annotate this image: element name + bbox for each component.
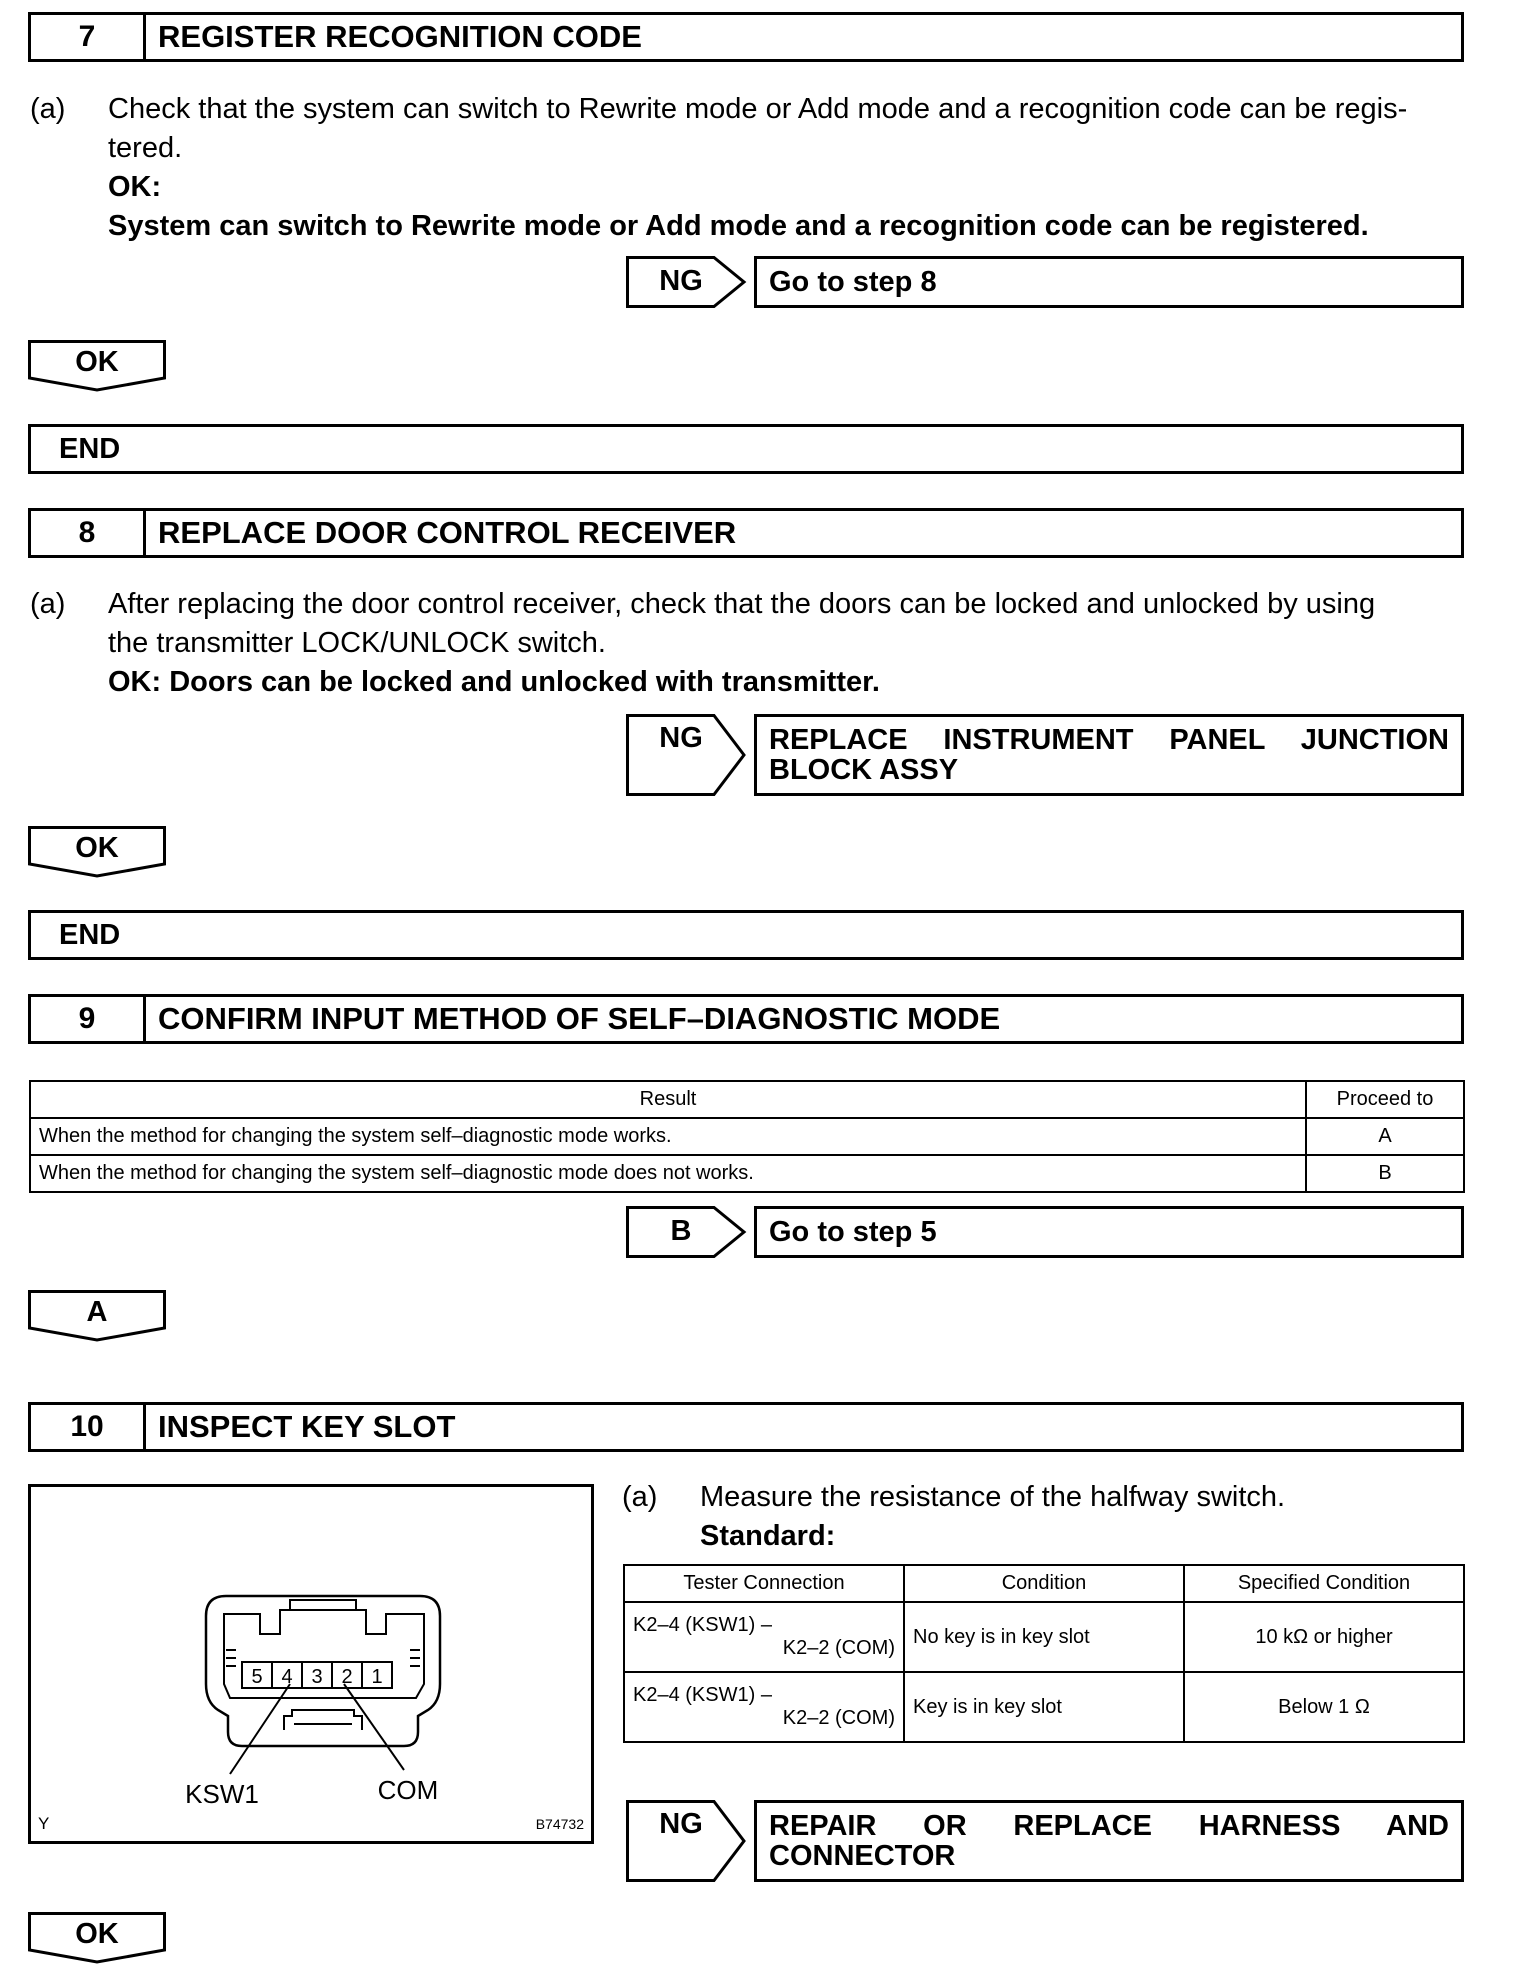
table-row [624, 1602, 1464, 1672]
step-8-instruction [108, 585, 1468, 702]
ng-result-line: REPAIR OR REPLACE HARNESS AND [769, 1810, 1449, 1842]
ng-result-line: BLOCK ASSY [769, 754, 959, 786]
end-label: END [59, 432, 121, 465]
table-row [30, 1155, 1464, 1192]
pin-number: 5 [251, 1666, 263, 1688]
tester-connection-cell [624, 1602, 904, 1672]
table-cell: A [1306, 1118, 1464, 1155]
ok-label: OK [75, 1918, 119, 1950]
table-header-cell: Condition [904, 1565, 1184, 1602]
step-title: REGISTER RECOGNITION CODE [158, 19, 642, 54]
ok-criterion: System can switch to Rewrite mode or Add mode and a recognition code can be registered. [108, 210, 1369, 242]
table-row [30, 1118, 1464, 1155]
figure-id: B74732 [535, 1816, 584, 1832]
ng-label: NG [659, 265, 703, 297]
step-number: 7 [31, 15, 146, 59]
table-header-row [624, 1565, 1464, 1602]
ng-result-text: Go to step 8 [769, 266, 937, 298]
end-box [28, 910, 1464, 960]
a-branch [28, 1290, 168, 1342]
ok-label: OK [75, 832, 119, 864]
end-box [28, 424, 1464, 474]
pin-number: 4 [281, 1666, 293, 1688]
step-7-header [28, 12, 1464, 62]
ok-branch [28, 340, 168, 392]
connection-line: K2–2 (COM) [782, 1707, 895, 1729]
table-header-row [30, 1081, 1464, 1118]
connector-diagram [28, 1484, 594, 1844]
table-cell: When the method for changing the system self–diagnostic mode works. [30, 1118, 1306, 1155]
table-cell: When the method for changing the system self–diagnostic mode does not works. [30, 1155, 1306, 1192]
com-label: COM [377, 1775, 439, 1805]
step-title: INSPECT KEY SLOT [158, 1409, 456, 1444]
instruction-line: Check that the system can switch to Rewrite mode or Add mode and a recognition code can be regis- [108, 93, 1408, 125]
ng-result-line: CONNECTOR [769, 1840, 956, 1872]
spec-cell: Below 1 Ω [1184, 1672, 1464, 1742]
table-header-cell: Proceed to [1306, 1081, 1464, 1118]
item-label: (a) [622, 1481, 658, 1513]
instruction-line: tered. [108, 132, 183, 164]
standard-table [623, 1564, 1465, 1743]
ng-result-box [754, 714, 1464, 796]
connection-line: K2–4 (KSW1) – [633, 1614, 772, 1636]
standard-label: Standard: [700, 1520, 836, 1552]
a-label: A [86, 1296, 108, 1328]
connection-line: K2–2 (COM) [782, 1637, 895, 1659]
step-8-header [28, 508, 1464, 558]
b-result-text: Go to step 5 [769, 1216, 937, 1248]
ok-branch [28, 1912, 168, 1964]
ng-result-line: REPLACE INSTRUMENT PANEL JUNCTION [769, 724, 1449, 756]
step-7-instruction [108, 90, 1468, 246]
ok-criterion: OK: Doors can be locked and unlocked with transmitter. [108, 666, 880, 698]
table-row [624, 1672, 1464, 1742]
b-label: B [670, 1215, 692, 1247]
step-10-header [28, 1402, 1464, 1452]
step-title: REPLACE DOOR CONTROL RECEIVER [158, 515, 737, 550]
step-number: 10 [31, 1405, 146, 1449]
table-cell: B [1306, 1155, 1464, 1192]
connection-line: K2–4 (KSW1) – [633, 1684, 772, 1706]
ok-branch [28, 826, 168, 878]
pin-number: 3 [311, 1666, 323, 1688]
ksw1-label: KSW1 [185, 1779, 259, 1809]
result-table [29, 1080, 1465, 1193]
connector-figure [28, 1484, 594, 1844]
ok-label: OK [75, 346, 119, 378]
figure-corner-label: Y [38, 1814, 50, 1833]
condition-cell: Key is in key slot [904, 1672, 1184, 1742]
step-number: 9 [31, 997, 146, 1041]
instruction-line: the transmitter LOCK/UNLOCK switch. [108, 627, 606, 659]
step-title: CONFIRM INPUT METHOD OF SELF–DIAGNOSTIC MODE [158, 1001, 1001, 1036]
condition-cell: No key is in key slot [904, 1602, 1184, 1672]
instruction-line: After replacing the door control receiver, check that the doors can be locked and unlocked by using [108, 588, 1376, 620]
step-number: 8 [31, 511, 146, 555]
ng-result-box [754, 1800, 1464, 1882]
instruction-line: Measure the resistance of the halfway switch. [700, 1481, 1286, 1513]
step-10-instruction [700, 1478, 1470, 1556]
pin-number: 2 [341, 1666, 353, 1688]
spec-cell: 10 kΩ or higher [1184, 1602, 1464, 1672]
item-label: (a) [30, 588, 66, 620]
table-header-cell: Specified Condition [1184, 1565, 1464, 1602]
b-result-box [754, 1206, 1464, 1258]
ok-label: OK: [108, 171, 162, 203]
ng-result-box [754, 256, 1464, 308]
table-header-cell: Tester Connection [624, 1565, 904, 1602]
table-header-cell: Result [30, 1081, 1306, 1118]
end-label: END [59, 918, 121, 951]
pin-number: 1 [371, 1666, 383, 1688]
step-9-header [28, 994, 1464, 1044]
tester-connection-cell [624, 1672, 904, 1742]
ng-label: NG [659, 1808, 703, 1840]
item-label: (a) [30, 93, 66, 125]
ng-label: NG [659, 722, 703, 754]
